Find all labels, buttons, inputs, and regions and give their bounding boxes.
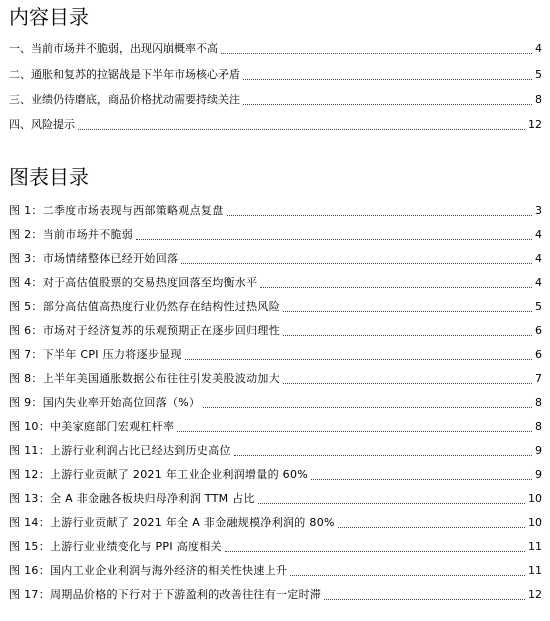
toc-entry[interactable] (9, 116, 542, 134)
figure-entry[interactable] (9, 274, 542, 292)
toc-entry-page: 4 (535, 40, 542, 58)
figure-entry[interactable] (9, 250, 542, 268)
dot-leader (177, 431, 532, 432)
dot-leader (185, 359, 532, 360)
figure-entry[interactable] (9, 442, 542, 460)
dot-leader (324, 599, 525, 600)
figure-entry-page: 9 (535, 442, 542, 460)
figures-heading: 图表目录 (9, 165, 89, 189)
figure-entry-page: 10 (528, 514, 542, 532)
dot-leader (258, 503, 525, 504)
figure-entry-label: 图 13：全 A 非金融各板块归母净利润 TTM 占比 (9, 490, 258, 508)
dot-leader (78, 129, 525, 130)
figure-entry-page: 6 (535, 322, 542, 340)
dot-leader (234, 455, 532, 456)
figure-entry-page: 4 (535, 274, 542, 292)
dot-leader (260, 287, 532, 288)
figure-entry-label: 图 2：当前市场并不脆弱 (9, 226, 136, 244)
dot-leader (221, 53, 532, 54)
figure-entry-label: 图 5：部分高估值高热度行业仍然存在结构性过热风险 (9, 298, 283, 316)
figure-entry-label: 图 6：市场对于经济复苏的乐观预期正在逐步回归理性 (9, 322, 283, 340)
dot-leader (243, 104, 532, 105)
figure-entry-label: 图 4：对于高估值股票的交易热度回落至均衡水平 (9, 274, 260, 292)
toc-entry-label: 三、业绩仍待磨底，商品价格扰动需要持续关注 (9, 91, 243, 109)
figure-entry-label: 图 12：上游行业贡献了 2021 年工业企业利润增量的 60% (9, 466, 311, 484)
figure-entry[interactable] (9, 322, 542, 340)
figure-entry[interactable] (9, 418, 542, 436)
figure-entry[interactable] (9, 226, 542, 244)
figure-entry-page: 6 (535, 346, 542, 364)
dot-leader (136, 239, 532, 240)
dot-leader (290, 575, 525, 576)
figure-entry-page: 4 (535, 250, 542, 268)
toc-entry-page: 12 (528, 116, 542, 134)
figure-entry-page: 9 (535, 466, 542, 484)
figure-entry-page: 11 (528, 562, 542, 580)
figure-entry[interactable] (9, 202, 542, 220)
toc-entry-label: 四、风险提示 (9, 116, 78, 134)
toc-entry-page: 8 (535, 91, 542, 109)
toc-heading: 内容目录 (9, 5, 89, 29)
dot-leader (243, 79, 532, 80)
figure-entry[interactable] (9, 490, 542, 508)
figure-entry-page: 11 (528, 538, 542, 556)
dot-leader (181, 263, 532, 264)
figure-entry-page: 3 (535, 202, 542, 220)
dot-leader (227, 215, 533, 216)
figure-entry-label: 图 10：中美家庭部门宏观杠杆率 (9, 418, 177, 436)
dot-leader (283, 311, 532, 312)
figure-entry-page: 4 (535, 226, 542, 244)
figure-entry-label: 图 7：下半年 CPI 压力将逐步显现 (9, 346, 185, 364)
toc-entry[interactable] (9, 91, 542, 109)
figure-entry[interactable] (9, 346, 542, 364)
figure-entry[interactable] (9, 562, 542, 580)
figure-entry-page: 8 (535, 394, 542, 412)
figure-entry-label: 图 17：周期品价格的下行对于下游盈利的改善往往有一定时滞 (9, 586, 324, 604)
figure-entry-page: 10 (528, 490, 542, 508)
figure-entry-page: 8 (535, 418, 542, 436)
figure-entry-page: 7 (535, 370, 542, 388)
toc-entry-label: 二、通胀和复苏的拉锯战是下半年市场核心矛盾 (9, 66, 243, 84)
figure-entry[interactable] (9, 538, 542, 556)
figure-entry-label: 图 9：国内失业率开始高位回落（%） (9, 394, 203, 412)
figure-entry[interactable] (9, 370, 542, 388)
figure-entry-label: 图 1：二季度市场表现与西部策略观点复盘 (9, 202, 227, 220)
dot-leader (225, 551, 525, 552)
figure-entry[interactable] (9, 466, 542, 484)
figure-entry[interactable] (9, 394, 542, 412)
dot-leader (311, 479, 532, 480)
figure-entry[interactable] (9, 514, 542, 532)
figure-entry-label: 图 11：上游行业利润占比已经达到历史高位 (9, 442, 234, 460)
figure-entry-label: 图 8：上半年美国通胀数据公布往往引发美股波动加大 (9, 370, 283, 388)
figure-entry-label: 图 16：国内工业企业利润与海外经济的相关性快速上升 (9, 562, 290, 580)
figure-entry-label: 图 3：市场情绪整体已经开始回落 (9, 250, 181, 268)
figure-entry-label: 图 15：上游行业业绩变化与 PPI 高度相关 (9, 538, 225, 556)
toc-entry-page: 5 (535, 66, 542, 84)
figure-entry[interactable] (9, 586, 542, 604)
figure-entry-page: 12 (528, 586, 542, 604)
dot-leader (283, 383, 532, 384)
figure-entry[interactable] (9, 298, 542, 316)
figure-entry-page: 5 (535, 298, 542, 316)
toc-entry[interactable] (9, 66, 542, 84)
dot-leader (203, 407, 532, 408)
figure-entry-label: 图 14：上游行业贡献了 2021 年全 A 非金融规模净利润的 80% (9, 514, 338, 532)
dot-leader (283, 335, 532, 336)
toc-entry[interactable] (9, 40, 542, 58)
dot-leader (338, 527, 525, 528)
toc-entry-label: 一、当前市场并不脆弱，出现闪崩概率不高 (9, 40, 221, 58)
